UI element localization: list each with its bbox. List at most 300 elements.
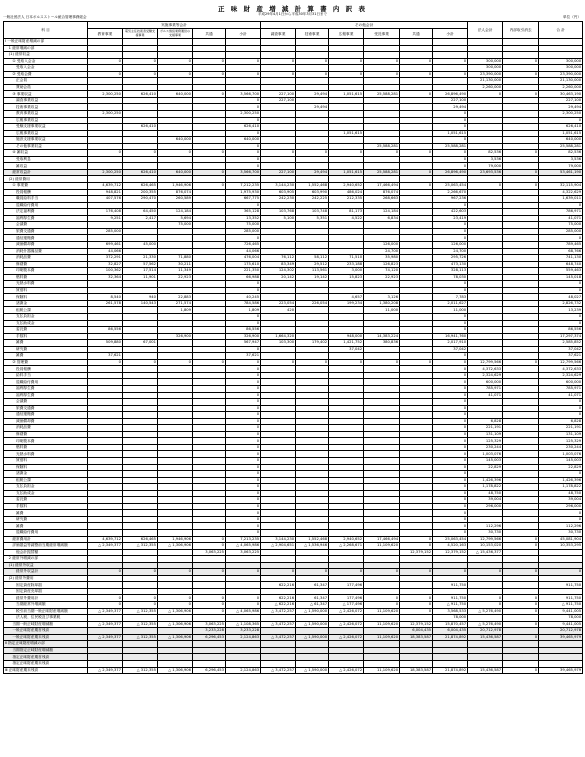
cell-value: 0 bbox=[433, 150, 468, 157]
cell-value: 0 bbox=[158, 595, 193, 602]
cell-value: 145,018 bbox=[539, 274, 583, 281]
row-label: 当期一般正味財産増減額 bbox=[4, 621, 88, 628]
row-label: 燃料費 bbox=[4, 274, 88, 281]
cell-value: 789,465 bbox=[539, 241, 583, 248]
cell-value: 230,244 bbox=[539, 444, 583, 451]
cell-value: 2,124,863 bbox=[226, 634, 261, 641]
cell-value: 30,730 bbox=[468, 530, 503, 537]
cell-value: 0 bbox=[433, 412, 468, 419]
col-header: 内部取引消去 bbox=[503, 22, 539, 39]
cell-value: 300,000 bbox=[539, 65, 583, 72]
cell-value: 0 bbox=[433, 471, 468, 478]
cell-value: 785,971 bbox=[468, 385, 503, 392]
cell-value: 21,330 bbox=[123, 255, 158, 262]
cell-value: △ 911,750 bbox=[433, 602, 468, 609]
cell-value: 126,000 bbox=[433, 241, 468, 248]
row-label: 支払助成金 bbox=[4, 320, 88, 327]
row-label: 受取入会金 bbox=[4, 65, 88, 72]
cell-value: 25,588,281 bbox=[364, 169, 400, 176]
cell-value: 3,536 bbox=[468, 156, 503, 163]
cell-value: 0 bbox=[329, 71, 364, 78]
cell-value: 0 bbox=[433, 379, 468, 386]
cell-value: 0 bbox=[433, 523, 468, 530]
cell-value: 786,971 bbox=[539, 209, 583, 216]
cell-value: △ 2,426,072 bbox=[329, 634, 364, 641]
row-label: 修繕費 bbox=[4, 261, 88, 268]
cell-value: 0 bbox=[433, 235, 468, 242]
cell-value: 640,000 bbox=[158, 169, 193, 176]
cell-value: 3,126 bbox=[364, 294, 400, 301]
cell-value: 212,335 bbox=[329, 196, 364, 203]
cell-value: 48,750 bbox=[539, 490, 583, 497]
cell-value: 125,329 bbox=[539, 438, 583, 445]
cell-value: 3,144,230 bbox=[261, 183, 296, 190]
cell-value: 0 bbox=[400, 169, 433, 176]
cell-value: △ 3,472,257 bbox=[261, 634, 296, 641]
row-label: 調査事業収益 bbox=[4, 97, 88, 104]
cell-value: 68,766 bbox=[539, 248, 583, 255]
cell-value: △ 177,496 bbox=[329, 602, 364, 609]
cell-value: 326,900 bbox=[226, 333, 261, 340]
cell-value: 0 bbox=[400, 183, 433, 190]
col-header: 電気主任技術者受験支援事業 bbox=[123, 29, 158, 39]
row-label: 職員給料手当 bbox=[4, 196, 88, 203]
col-header: 技術事業 bbox=[296, 29, 329, 39]
cell-value: 131,109 bbox=[539, 431, 583, 438]
col-header-item: 科 目 bbox=[4, 22, 88, 39]
col-header: 小計 bbox=[433, 29, 468, 39]
cell-value: △ 312,355 bbox=[123, 621, 158, 628]
cell-value: 4,372,633 bbox=[468, 366, 503, 373]
cell-value: 100,362 bbox=[88, 268, 123, 275]
cell-value: 0 bbox=[433, 202, 468, 209]
cell-value: 0 bbox=[193, 91, 226, 98]
cell-value: 420 bbox=[261, 307, 296, 314]
cell-value: 29,494 bbox=[296, 91, 329, 98]
row-label: 賛助会員 bbox=[4, 84, 88, 91]
cell-value: 0 bbox=[261, 71, 296, 78]
cell-value: 39,004 bbox=[468, 497, 503, 504]
cell-value: 1,051,615 bbox=[433, 130, 468, 137]
cell-value: 0 bbox=[226, 313, 261, 320]
cell-value: 1,003,076 bbox=[539, 451, 583, 458]
cell-value: 0 bbox=[193, 608, 226, 615]
cell-value: 365,128 bbox=[226, 209, 261, 216]
row-label: 消耗品費 bbox=[4, 255, 88, 262]
cell-value: 3,233,228 bbox=[226, 628, 261, 635]
cell-value: 0 bbox=[88, 595, 123, 602]
cell-value: △ 1,306,906 bbox=[158, 634, 193, 641]
cell-value: 0 bbox=[226, 202, 261, 209]
cell-value: 0 bbox=[88, 58, 123, 65]
cell-value: 0 bbox=[433, 111, 468, 118]
cell-value: 177,496 bbox=[329, 582, 364, 589]
cell-value: △ 3,472,257 bbox=[261, 621, 296, 628]
cell-value: 0 bbox=[433, 484, 468, 491]
cell-value: △ 1,306,906 bbox=[158, 608, 193, 615]
cell-value: 11,349 bbox=[158, 268, 193, 275]
cell-value: 261,578 bbox=[88, 300, 123, 307]
table-header bbox=[4, 22, 583, 39]
row-label: 経常費用計 bbox=[4, 536, 88, 543]
row-label: 印刷製本費 bbox=[4, 268, 88, 275]
cell-value: 0 bbox=[539, 405, 583, 412]
cell-value: 4,322,629 bbox=[539, 189, 583, 196]
cell-value: 2,585,852 bbox=[539, 340, 583, 347]
cell-value: 0 bbox=[123, 71, 158, 78]
cell-value: 626,410 bbox=[123, 169, 158, 176]
cell-value: 29,512 bbox=[296, 261, 329, 268]
cell-value: 296,000 bbox=[468, 503, 503, 510]
cell-value: 0 bbox=[503, 169, 539, 176]
cell-value: 626,410 bbox=[123, 91, 158, 98]
cell-value: 0 bbox=[226, 117, 261, 124]
cell-value: 113,561 bbox=[296, 268, 329, 275]
cell-value: 45,000 bbox=[123, 241, 158, 248]
cell-value: △ 312,355 bbox=[123, 634, 158, 641]
row-label: Ⅰ 一般正味財産増減の部 bbox=[4, 39, 88, 46]
cell-value: 0 bbox=[158, 150, 193, 157]
cell-value: 0 bbox=[539, 471, 583, 478]
row-label: 光熱水料費 bbox=[4, 451, 88, 458]
cell-value: 380,836 bbox=[364, 340, 400, 347]
cell-value: △ 622,216 bbox=[261, 602, 296, 609]
cell-value: 26,896,490 bbox=[433, 169, 468, 176]
cell-value: 0 bbox=[433, 124, 468, 131]
cell-value: 0 bbox=[193, 543, 226, 550]
cell-value: 0 bbox=[226, 71, 261, 78]
cell-value: 20,142 bbox=[261, 274, 296, 281]
cell-value: △ 1,108,365 bbox=[226, 621, 261, 628]
cell-value: 271,574 bbox=[158, 300, 193, 307]
cell-value: 2,940,652 bbox=[329, 183, 364, 190]
cell-value: 25,063,454 bbox=[433, 183, 468, 190]
cell-value: 22,883 bbox=[158, 294, 193, 301]
cell-value: 1,809 bbox=[158, 307, 193, 314]
cell-value: 145,003 bbox=[539, 458, 583, 465]
cell-value: 223,054 bbox=[261, 300, 296, 307]
cell-value: 296,000 bbox=[539, 503, 583, 510]
row-label: 雑費 bbox=[4, 523, 88, 530]
cell-value: 626,465 bbox=[123, 536, 158, 543]
row-label: 賃借料 bbox=[4, 458, 88, 465]
cell-value: 81,173 bbox=[329, 209, 364, 216]
cell-value: 559,463 bbox=[539, 268, 583, 275]
cell-value: 0 bbox=[226, 471, 261, 478]
cell-value: 0 bbox=[433, 137, 468, 144]
row-label: 当期指定正味財産増減額 bbox=[4, 647, 88, 654]
cell-value: 626,465 bbox=[123, 183, 158, 190]
cell-value: 0 bbox=[433, 497, 468, 504]
row-label: 施設支援事業収益 bbox=[4, 137, 88, 144]
row-label: 経常外費用計 bbox=[4, 595, 88, 602]
cell-value: 0 bbox=[433, 490, 468, 497]
row-label: 2 経常外増減の部 bbox=[4, 556, 88, 563]
cell-value: 0 bbox=[433, 228, 468, 235]
cell-value: 7,783 bbox=[433, 294, 468, 301]
row-label: 法定福利費 bbox=[4, 209, 88, 216]
cell-value: 22,923 bbox=[364, 274, 400, 281]
cell-value: 0 bbox=[503, 667, 539, 674]
cell-value: 82,536 bbox=[468, 150, 503, 157]
cell-value: 626,410 bbox=[123, 124, 158, 131]
row-label: ② 管理費 bbox=[4, 359, 88, 366]
cell-value: 0 bbox=[433, 510, 468, 517]
row-label: 雑費 bbox=[4, 510, 88, 517]
cell-value: 0 bbox=[539, 399, 583, 406]
row-label: 手数料 bbox=[4, 333, 88, 340]
cell-value: 78,000 bbox=[539, 615, 583, 622]
cell-value: 2,826,732 bbox=[539, 300, 583, 307]
cell-value: 5,694 bbox=[158, 215, 193, 222]
cell-value: 6,828 bbox=[468, 418, 503, 425]
cell-value: 66,988 bbox=[226, 274, 261, 281]
cell-value: 3,063,225 bbox=[193, 621, 226, 628]
cell-value: 29,494 bbox=[433, 104, 468, 111]
cell-value: 0 bbox=[539, 569, 583, 576]
cell-value: 15,436,587 bbox=[468, 667, 503, 674]
cell-value: 0 bbox=[226, 497, 261, 504]
cell-value: 0 bbox=[226, 523, 261, 530]
row-label: 一般正味財産期首残高 bbox=[4, 628, 88, 635]
cell-value: 1,946,906 bbox=[158, 536, 193, 543]
cell-value: 726,465 bbox=[226, 241, 261, 248]
cell-value: 0 bbox=[226, 510, 261, 517]
cell-value: 39,465,979 bbox=[539, 634, 583, 641]
cell-value: 112,296 bbox=[468, 523, 503, 530]
row-label: 雑費 bbox=[4, 353, 88, 360]
row-label: 広報事業収益 bbox=[4, 117, 88, 124]
cell-value: 0 bbox=[193, 183, 226, 190]
cell-value: 0 bbox=[433, 431, 468, 438]
cell-value: 1,051,615 bbox=[329, 130, 364, 137]
cell-value: 17,514 bbox=[123, 268, 158, 275]
cell-value: 0 bbox=[226, 346, 261, 353]
cell-value: 13,352 bbox=[226, 215, 261, 222]
cell-value: 20,712,978 bbox=[468, 628, 503, 635]
row-label: ① 事業費 bbox=[4, 183, 88, 190]
cell-value: 0 bbox=[433, 458, 468, 465]
cell-value: 0 bbox=[193, 359, 226, 366]
cell-value: △ 1,536,946 bbox=[296, 543, 329, 550]
cell-value: 0 bbox=[226, 359, 261, 366]
cell-value: 21,874,892 bbox=[433, 634, 468, 641]
cell-value: 74,120 bbox=[364, 268, 400, 275]
cell-value: 11,109,620 bbox=[364, 608, 400, 615]
cell-value: 0 bbox=[123, 58, 158, 65]
cell-value: 0 bbox=[433, 464, 468, 471]
row-label: 受験支援事業収益 bbox=[4, 124, 88, 131]
cell-value: 0 bbox=[468, 569, 503, 576]
row-label: 指定正味財産期末残高 bbox=[4, 660, 88, 667]
cell-value: 25,588,281 bbox=[539, 143, 583, 150]
cell-value: 967,236 bbox=[433, 196, 468, 203]
cell-value: 0 bbox=[329, 58, 364, 65]
cell-value: 71,880 bbox=[158, 255, 193, 262]
cell-value: △ 2,426,072 bbox=[329, 621, 364, 628]
cell-value: 37,042 bbox=[329, 346, 364, 353]
cell-value: 32,115,904 bbox=[539, 183, 583, 190]
cell-value: 1,946,906 bbox=[158, 183, 193, 190]
row-label: 消耗什器備品費 bbox=[4, 248, 88, 255]
row-label: 当期経常外増減額 bbox=[4, 602, 88, 609]
cell-value: 300,000 bbox=[539, 58, 583, 65]
cell-value: 12,799,566 bbox=[468, 359, 503, 366]
cell-value: 0 bbox=[433, 156, 468, 163]
cell-value: 78,030 bbox=[433, 274, 468, 281]
cell-value: 626,410 bbox=[226, 124, 261, 131]
row-label: (1) 経常外収益 bbox=[4, 562, 88, 569]
cell-value: 300,000 bbox=[468, 58, 503, 65]
cell-value: 0 bbox=[226, 392, 261, 399]
cell-value: 3,063,225 bbox=[193, 549, 226, 556]
cell-value: 12,379,152 bbox=[400, 621, 433, 628]
cell-value: 0 bbox=[539, 202, 583, 209]
cell-value: 0 bbox=[364, 569, 400, 576]
cell-value: 911,750 bbox=[539, 582, 583, 589]
cell-value: 45,081,904 bbox=[539, 536, 583, 543]
cell-value: 2,017,910 bbox=[433, 340, 468, 347]
cell-value: △ 4,065,986 bbox=[226, 608, 261, 615]
cell-value: 0 bbox=[400, 536, 433, 543]
row-label: 技術事業収益 bbox=[4, 104, 88, 111]
cell-value: 10,353,295 bbox=[539, 543, 583, 550]
cell-value: 112,296 bbox=[539, 523, 583, 530]
cell-value: 2,300,250 bbox=[88, 91, 123, 98]
row-label: 賃借料 bbox=[4, 287, 88, 294]
cell-value: 0 bbox=[226, 458, 261, 465]
cell-value: 911,750 bbox=[433, 582, 468, 589]
cell-value: 0 bbox=[468, 183, 503, 190]
cell-value: 230,244 bbox=[468, 444, 503, 451]
col-header: 法人会計 bbox=[468, 22, 503, 39]
cell-value: 1,178,822 bbox=[468, 484, 503, 491]
cell-value: 0 bbox=[539, 510, 583, 517]
cell-value: 176,408 bbox=[88, 209, 123, 216]
cell-value: 0 bbox=[226, 156, 261, 163]
cell-value: 126,823 bbox=[364, 261, 400, 268]
cell-value: 0 bbox=[296, 569, 329, 576]
cell-value: 0 bbox=[193, 58, 226, 65]
cell-value: 603,990 bbox=[296, 189, 329, 196]
cell-value: 0 bbox=[193, 150, 226, 157]
cell-value: 0 bbox=[226, 130, 261, 137]
cell-value: 2,300,250 bbox=[539, 111, 583, 118]
cell-value: 53,461,190 bbox=[539, 169, 583, 176]
cell-value: 1,051,615 bbox=[329, 91, 364, 98]
cell-value: 0 bbox=[400, 91, 433, 98]
cell-value: 6,296,453 bbox=[193, 634, 226, 641]
row-label: 福利厚生費 bbox=[4, 392, 88, 399]
cell-value: 486,024 bbox=[329, 189, 364, 196]
cell-value: 1,639,011 bbox=[539, 196, 583, 203]
cell-value: 221,191 bbox=[468, 425, 503, 432]
row-label: ① 受取入会金 bbox=[4, 58, 88, 65]
cell-value: 0 bbox=[433, 399, 468, 406]
row-label: その他事業収益 bbox=[4, 143, 88, 150]
cell-value: 0 bbox=[123, 150, 158, 157]
cell-value: 71,510 bbox=[329, 255, 364, 262]
row-label: 保険料 bbox=[4, 294, 88, 301]
cell-value: 285,000 bbox=[88, 228, 123, 235]
cell-value: 2,324,629 bbox=[468, 372, 503, 379]
cell-value: 2,300,250 bbox=[88, 111, 123, 118]
cell-value: △ 2,349,377 bbox=[88, 667, 123, 674]
row-label: 消耗品費 bbox=[4, 425, 88, 432]
cell-value: 0 bbox=[226, 366, 261, 373]
cell-value: 48,750 bbox=[468, 490, 503, 497]
cell-value: 4,639,712 bbox=[88, 536, 123, 543]
cell-value: 0 bbox=[123, 595, 158, 602]
cell-value: 0 bbox=[433, 530, 468, 537]
col-header: 合 計 bbox=[539, 22, 583, 39]
cell-value: 177,496 bbox=[329, 595, 364, 602]
cell-value: 0 bbox=[226, 58, 261, 65]
cell-value: 0 bbox=[226, 484, 261, 491]
col-header: 教育事業 bbox=[88, 29, 123, 39]
cell-value: 0 bbox=[226, 602, 261, 609]
cell-value: 0 bbox=[539, 412, 583, 419]
cell-value: 13,239 bbox=[539, 307, 583, 314]
cell-value: 0 bbox=[503, 91, 539, 98]
cell-value: 3,536 bbox=[539, 156, 583, 163]
col-header: 受託事業 bbox=[364, 29, 400, 39]
cell-value: 0 bbox=[158, 71, 193, 78]
cell-value: 242,230 bbox=[261, 196, 296, 203]
cell-value: 233,188 bbox=[329, 261, 364, 268]
cell-value: 0 bbox=[193, 71, 226, 78]
cell-value: 0 bbox=[433, 71, 468, 78]
row-label: 光熱水料費 bbox=[4, 281, 88, 288]
cell-value: △ 2,426,072 bbox=[329, 608, 364, 615]
cell-value: 0 bbox=[503, 543, 539, 550]
cell-value: 1,426,396 bbox=[539, 477, 583, 484]
cell-value: 0 bbox=[400, 608, 433, 615]
cell-value: 0 bbox=[468, 595, 503, 602]
cell-value: 0 bbox=[226, 412, 261, 419]
row-label: 退職給付費用 bbox=[4, 379, 88, 386]
cell-value: 0 bbox=[400, 58, 433, 65]
cell-value: 3,566,700 bbox=[226, 91, 261, 98]
cell-value: 0 bbox=[433, 313, 468, 320]
row-label: 租税公課 bbox=[4, 477, 88, 484]
cell-value: 600,000 bbox=[539, 379, 583, 386]
cell-value: △ 1,306,906 bbox=[158, 543, 193, 550]
cell-value: 0 bbox=[400, 359, 433, 366]
cell-value: 7,213,235 bbox=[226, 536, 261, 543]
cell-value: 2,940,652 bbox=[329, 536, 364, 543]
cell-value: 0 bbox=[539, 320, 583, 327]
cell-value: 37,621 bbox=[539, 353, 583, 360]
cell-value: 3,063,225 bbox=[226, 549, 261, 556]
cell-value: 5,351 bbox=[296, 215, 329, 222]
cell-value: 12,379,152 bbox=[433, 549, 468, 556]
cell-value: △ 15,436,377 bbox=[468, 549, 503, 556]
row-label: 給料手当 bbox=[4, 372, 88, 379]
cell-value: 86,556 bbox=[226, 327, 261, 334]
cell-value: △ 312,355 bbox=[123, 667, 158, 674]
cell-value: △ 1,306,906 bbox=[158, 667, 193, 674]
cell-value: 0 bbox=[226, 235, 261, 242]
cell-value: 0 bbox=[433, 281, 468, 288]
cell-value: 509,880 bbox=[88, 340, 123, 347]
cell-value: 242,225 bbox=[296, 196, 329, 203]
row-label: 委託費 bbox=[4, 497, 88, 504]
cell-value: 0 bbox=[226, 418, 261, 425]
cell-value: 0 bbox=[468, 91, 503, 98]
cell-value: 11,109,620 bbox=[364, 667, 400, 674]
cell-value: 15,436,587 bbox=[468, 634, 503, 641]
